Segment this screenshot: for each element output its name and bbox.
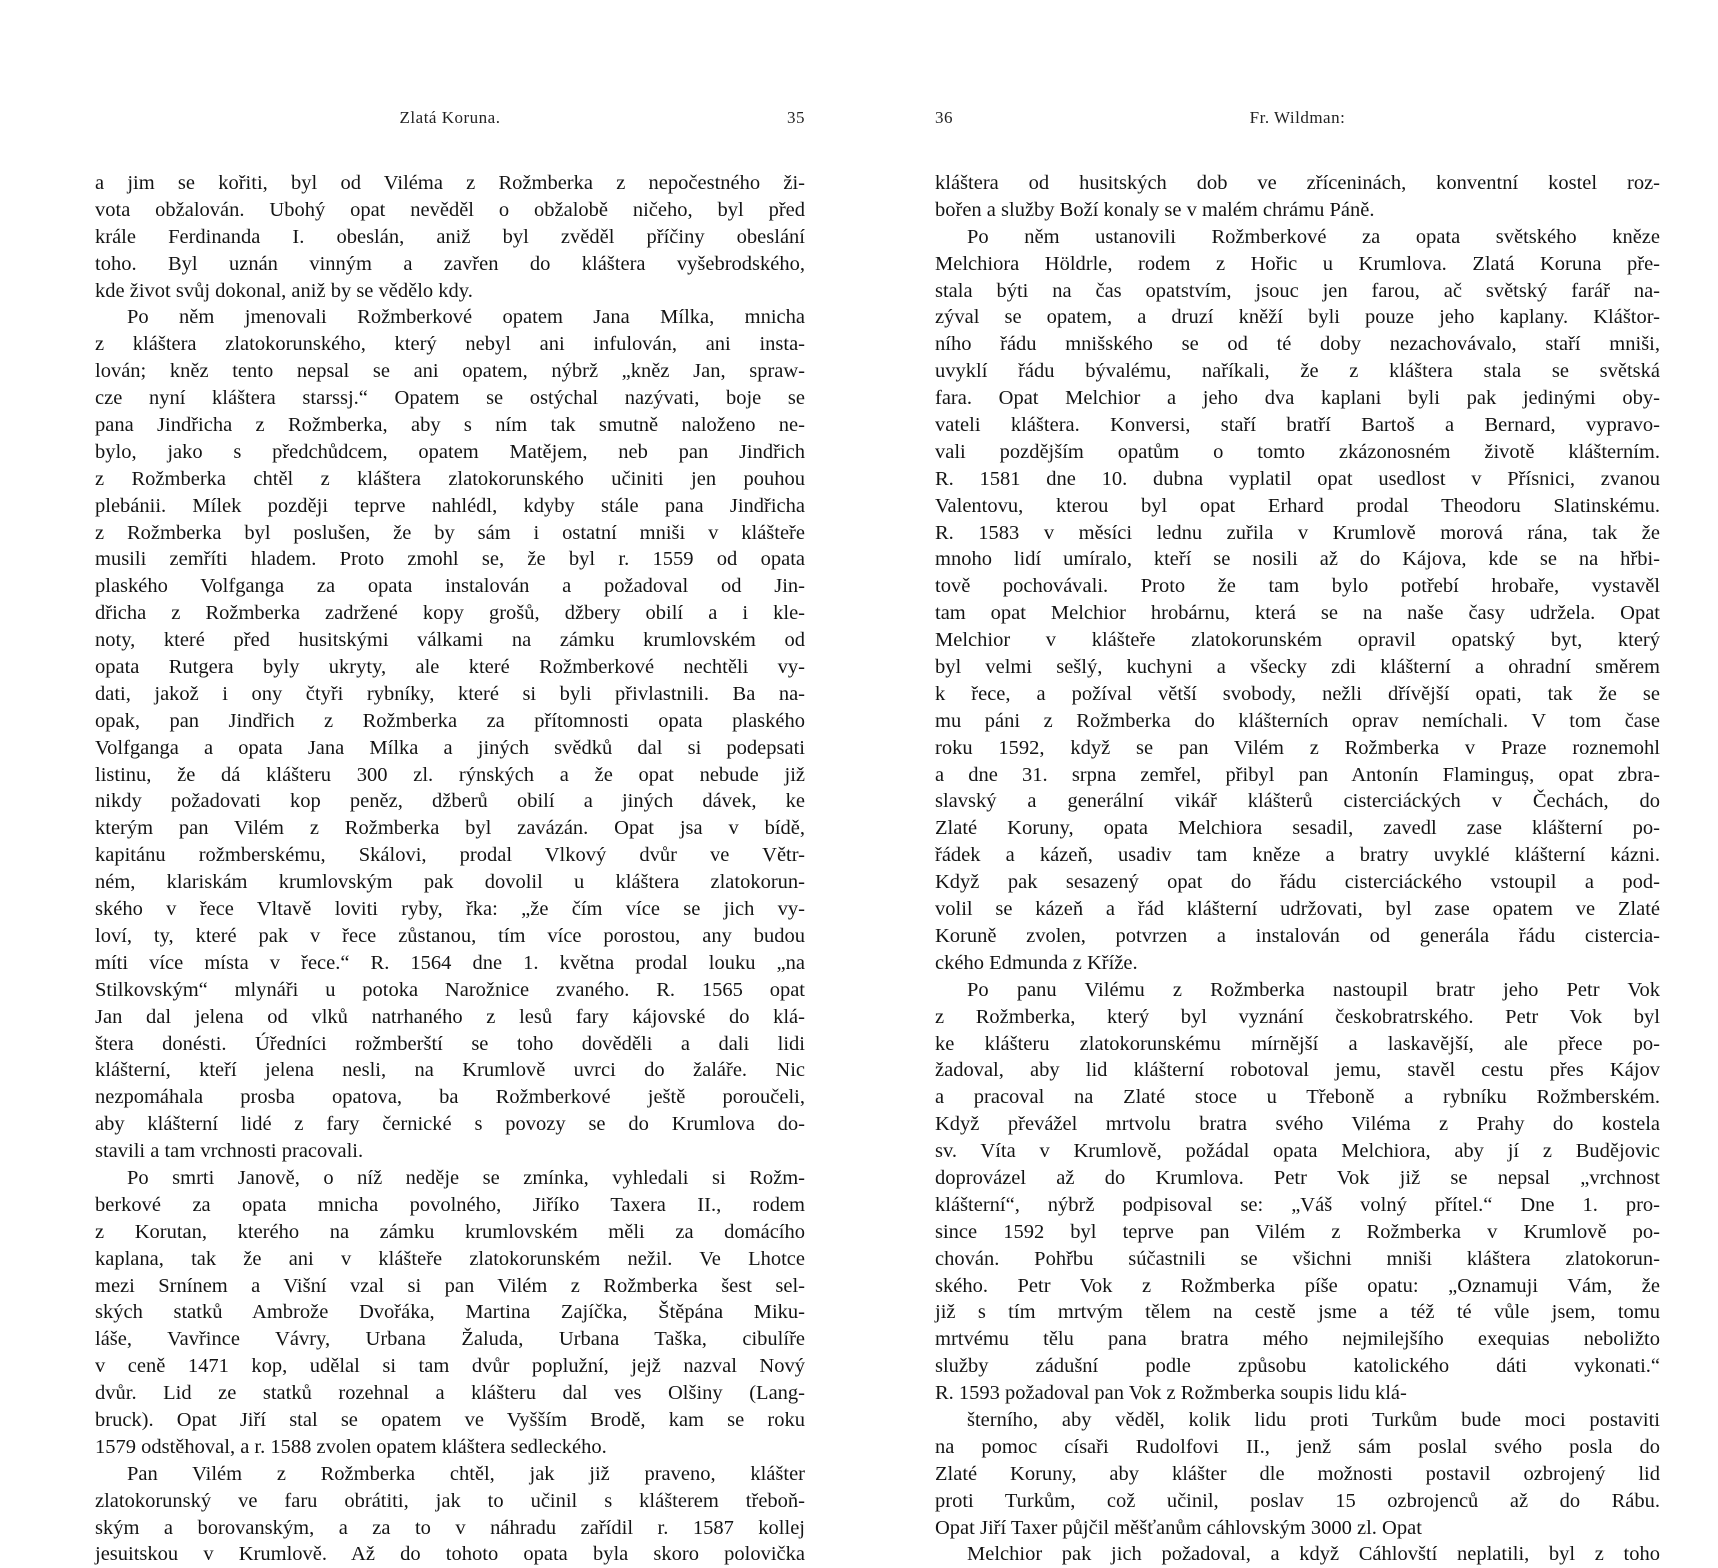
text-line: loví, ty, které pak v řece zůstanou, tím více porostou, any budou <box>95 924 805 947</box>
text-line: zlatokorunský ve faru obrátiti, jak to učinil s klášterem třeboň- <box>95 1489 805 1512</box>
text-line: slavský a generální vikář klášterů cisterciáckých v Čechách, do <box>935 790 1660 813</box>
text-line: roku 1592, když se pan Vilém z Rožmberka v Praze roznemohl <box>935 736 1660 759</box>
text-line: kaplana, tak že ani v klášteře zlatokorunském nežil. Ve Lhotce <box>95 1247 805 1270</box>
text-line: listinu, že dá klášteru 300 zl. rýnských a že opat nebude již <box>95 763 805 786</box>
running-head <box>935 108 1660 132</box>
text-line: mrtvému tělu pana bratra mého nejmilejšího exequias neboližto <box>935 1328 1660 1351</box>
page-body-text <box>935 170 1660 1568</box>
text-line: Melchior v klášteře zlatokorunském opravil opatský byt, který <box>935 629 1660 652</box>
text-line: mu páni z Rožmberka do klášterních oprav nemíchali. V tom čase <box>935 709 1660 732</box>
text-line: zýval se opatem, a druzí kněží byli pouze jeho kaplany. Kláštor- <box>935 306 1660 329</box>
page-header-title: Zlatá Koruna. <box>399 108 501 127</box>
text-line: z kláštera zlatokorunského, který nebyl ani infulován, ani insta- <box>95 333 805 356</box>
text-line: jesuitskou v Krumlově. Až do tohoto opata byla skoro polovička <box>95 1543 805 1566</box>
text-line: bylo, jako s předchůdcem, opatem Matějem, neb pan Jindřich <box>95 440 805 463</box>
text-line: 1579 odstěhoval, a r. 1588 zvolen opatem kláštera sedleckého. <box>95 1435 607 1458</box>
text-line: z Rožmberka byl poslušen, že by sám i ostatní mniši v klášteře <box>95 521 805 544</box>
text-line: šterního, aby věděl, kolik lidu proti Turkům bude moci postaviti <box>967 1408 1660 1431</box>
text-line: opak, pan Jindřich z Rožmberka za přítomnosti opata plaského <box>95 709 805 732</box>
text-line: tově pochovávali. Proto že tam bylo potřebí hrobaře, vystavěl <box>935 575 1660 598</box>
text-line: v ceně 1471 kop, udělal si tam dvůr poplužní, jejž nazval Nový <box>95 1355 805 1378</box>
text-line: řádek a kázeň, usadiv tam kněze a bratry uvyklé klášterní kázni. <box>935 844 1660 867</box>
text-line: aby klášterní lidé z fary černické s povozy se do Krumlova do- <box>95 1113 805 1136</box>
text-line: Zlaté Koruny, aby klášter dle možnosti postavil ozbrojený lid <box>935 1462 1660 1485</box>
text-line: opata Rutgera byly ukryty, ale které Rožmberkové nechtěli vy- <box>95 656 805 679</box>
text-line: ke klášteru zlatokorunskému mírnější a laskavější, ale přece po- <box>935 1032 1660 1055</box>
text-line: služby zádušní podle způsobu katolického dáti vykonati.“ <box>935 1355 1660 1378</box>
text-line: toho. Byl uznán vinným a zavřen do kláštera vyšebrodského, <box>95 252 805 275</box>
text-line: mezi Srnínem a Višní vzal si pan Vilém z Rožmberka šest sel- <box>95 1274 805 1297</box>
text-line: R. 1593 požadoval pan Vok z Rožmberka soupis lidu klá- <box>935 1382 1407 1405</box>
text-line: míti více místa v řece.“ R. 1564 dne 1. května prodal louku „na <box>95 951 805 974</box>
text-line: berkové za opata mnicha povolného, Jiříko Taxera II., rodem <box>95 1193 805 1216</box>
text-line: láše, Vavřince Vávry, Urbana Žaluda, Urbana Taška, cibulíře <box>95 1328 805 1351</box>
page-number: 36 <box>935 108 953 127</box>
text-line: ského v řece Vltavě loviti ryby, řka: „že čím více se jich vy- <box>95 898 805 921</box>
text-line: chován. Pohřbu súčastnili se všichni mniši kláštera zlatokorun- <box>935 1247 1660 1270</box>
text-line: Po panu Vilému z Rožmberka nastoupil bratr jeho Petr Vok <box>967 978 1660 1001</box>
text-line: Pan Vilém z Rožmberka chtěl, jak již praveno, klášter <box>127 1462 805 1485</box>
text-line: plebánii. Mílek později teprve nahlédl, kdyby stále pana Jindřicha <box>95 494 805 517</box>
text-line: Stilkovským“ mlynáři u potoka Narožnice zvaného. R. 1565 opat <box>95 978 805 1001</box>
text-line: bořen a služby Boží konaly se v malém chrámu Páně. <box>935 198 1375 221</box>
text-line: krále Ferdinanda I. obeslán, aniž byl zvěděl příčiny obeslání <box>95 225 805 248</box>
text-line: lován; kněz tento nepsal se ani opatem, nýbrž „kněz Jan, spraw- <box>95 360 805 383</box>
text-line: tam opat Melchior hrobárnu, která se na naše časy udržela. Opat <box>935 602 1660 625</box>
text-line: z Rožmberka, který byl vyznání českobratrského. Petr Vok byl <box>935 1005 1660 1028</box>
text-line: kláštera od husitských dob ve zříceninách, konventní kostel roz- <box>935 172 1660 194</box>
text-line: již s tím mrtvým tělem na cestě jsme a též té vůle jsem, tomu <box>935 1301 1660 1324</box>
text-line: a pracoval na Zlaté stoce u Třeboně a rybníku Rožmberském. <box>935 1086 1660 1109</box>
text-line: Když pak sesazený opat do řádu cisterciáckého vstoupil a pod- <box>935 871 1660 894</box>
text-line: byl velmi sešlý, kuchyni a všecky zdi klášterní a ohradní směrem <box>935 656 1660 679</box>
text-line: klášterní, kteří jelena nesli, na Krumlově uvrci do žaláře. Nic <box>95 1059 805 1082</box>
text-line: vateli kláštera. Konversi, staří bratří Bartoš a Bernard, vypravo- <box>935 414 1660 437</box>
text-line: Melchior pak jich požadoval, a když Cáhlovští neplatili, byl z toho <box>967 1543 1660 1566</box>
text-line: R. 1581 dne 10. dubna vyplatil opat usedlost v Přísnici, zvanou <box>935 467 1660 490</box>
text-line: kapitánu rožmberskému, Skálovi, prodal Vlkový dvůr ve Větr- <box>95 844 805 867</box>
text-line: dřicha z Rožmberka zadržené kopy grošů, džbery obilí a i kle- <box>95 602 805 625</box>
text-line: pana Jindřicha z Rožmberka, aby s ním tak smutně naloženo ne- <box>95 414 805 437</box>
text-line: a jim se kořiti, byl od Viléma z Rožmberka z nepočestného ži- <box>95 172 805 194</box>
text-line: dati, jakož i ony čtyři rybníky, které si byli přivlastnili. Ba na- <box>95 682 805 705</box>
text-line: Jan dal jelena od vlků natrhaného z lesů fary kájovské do klá- <box>95 1005 805 1028</box>
text-line: Když převážel mrtvolu bratra svého Viléma z Prahy do kostela <box>935 1113 1660 1136</box>
text-line: kterým pan Vilém z Rožmberka byl zavázán. Opat jsa v bídě, <box>95 817 805 840</box>
page-number: 35 <box>787 108 805 127</box>
text-line: Opat Jiří Taxer půjčil měšťanům cáhlovským 3000 zl. Opat <box>935 1516 1422 1539</box>
text-line: R. 1583 v měsíci lednu zuřila v Krumlově morová rána, tak že <box>935 521 1660 544</box>
text-line: z Rožmberka chtěl z kláštera zlatokorunského učiniti jen pouhou <box>95 467 805 490</box>
text-line: klášterní“, nýbrž podpisoval se: „Váš volný přítel.“ Dne 1. pro- <box>935 1193 1660 1216</box>
left-page <box>95 0 805 1566</box>
text-line: sv. Víta v Krumlově, požádal opata Melchiora, aby jí z Budějovic <box>935 1140 1660 1163</box>
text-line: since 1592 byl teprve pan Vilém z Rožmberka v Krumlově po- <box>935 1220 1660 1243</box>
text-line: proti Turkům, což učinil, poslav 15 ozbrojenců až do Rábu. <box>935 1489 1660 1512</box>
page-header-title: Fr. Wildman: <box>1249 108 1346 127</box>
text-line: Po něm jmenovali Rožmberkové opatem Jana Mílka, mnicha <box>127 306 805 329</box>
text-line: Po něm ustanovili Rožmberkové za opata světského kněze <box>967 225 1660 248</box>
text-line: ném, klariskám krumlovským pak dovolil u kláštera zlatokorun- <box>95 871 805 894</box>
right-page <box>935 0 1660 1566</box>
text-line: volil se kázeň a řád klášterní udržovati, byl zase opatem ve Zlaté <box>935 898 1660 921</box>
text-line: Zlaté Koruny, opata Melchiora sesadil, zavedl zase klášterní po- <box>935 817 1660 840</box>
text-line: cze nyní kláštera starssj.“ Opatem se ostýchal nazývati, boje se <box>95 387 805 410</box>
text-line: mnoho lidí umíralo, kteří se nosili až do Kájova, kde se na hřbi- <box>935 548 1660 571</box>
text-line: stavili a tam vrchnosti pracovali. <box>95 1140 364 1163</box>
text-line: ského. Petr Vok z Rožmberka píše opatu: „Oznamuji Vám, že <box>935 1274 1660 1297</box>
text-line: ního řádu mnišského se od té doby nezachovávalo, staří mniši, <box>935 333 1660 356</box>
page-body-text <box>95 170 805 1568</box>
text-line: fara. Opat Melchior a jeho dva kaplani byli pak jedinými oby- <box>935 387 1660 410</box>
text-line: vota obžalován. Ubohý opat nevěděl o obžalobě ničeho, byl před <box>95 198 805 221</box>
text-line: z Korutan, kterého na zámku krumlovském měli za domácího <box>95 1220 805 1243</box>
text-line: Koruně zvolen, potvrzen a instalován od generála řádu cistercia- <box>935 924 1660 947</box>
text-line: štera donésti. Úředníci rožmberští se toho dověděli a dali lidi <box>95 1032 805 1055</box>
text-line: musili zemříti hladem. Proto zmohl se, že byl r. 1559 od opata <box>95 548 805 571</box>
text-line: Melchiora Höldrle, rodem z Hořic u Krumlova. Zlatá Koruna pře- <box>935 252 1660 275</box>
text-line: plaského Volfganga za opata instalován a požadoval od Jin- <box>95 575 805 598</box>
text-line: nezpomáhala prosba opatova, ba Rožmberkové ještě poroučeli, <box>95 1086 805 1109</box>
text-line: bruck). Opat Jiří stal se opatem ve Vyšším Brodě, kam se roku <box>95 1408 805 1431</box>
text-line: uvyklí řádu bývalému, naříkali, že z kláštera stala se světská <box>935 360 1660 383</box>
text-line: ských statků Ambrože Dvořáka, Martina Zajíčka, Štěpána Miku- <box>95 1301 805 1324</box>
text-line: Valentovu, kterou byl opat Erhard prodal Theodoru Slatinskému. <box>935 494 1660 517</box>
text-line: nikdy požadovati kop peněz, džberů obilí a jiných dávek, ke <box>95 790 805 813</box>
text-line: Po smrti Janově, o níž neděje se zmínka, vyhledali si Rožm- <box>127 1166 805 1189</box>
text-line: vali pozdějším opatům o tomto zkázonosném životě klášterním. <box>935 440 1660 463</box>
text-line: ckého Edmunda z Kříže. <box>935 951 1138 974</box>
text-line: a dne 31. srpna zemřel, přibyl pan Antonín Flaminguș, opat zbra- <box>935 763 1660 786</box>
text-line: na pomoc císaři Rudolfovi II., jenž sám poslal svého posla do <box>935 1435 1660 1458</box>
text-line: doprovázel až do Krumlova. Petr Vok již se nepsal „vrchnost <box>935 1166 1660 1189</box>
text-line: k řece, a požíval větší svobody, nežli dřívější opati, tak že se <box>935 682 1660 705</box>
text-line: stala býti na čas opatstvím, jsouc jen farou, ač světský farář na- <box>935 279 1660 302</box>
text-line: kde život svůj dokonal, aniž by se vědělo kdy. <box>95 279 473 302</box>
text-line: ským a borovanským, a za to v náhradu zařídil r. 1587 kollej <box>95 1516 805 1539</box>
text-line: noty, které před husitskými válkami na zámku krumlovském od <box>95 629 805 652</box>
text-line: Volfganga a opata Jana Mílka a jiných svědků dal si podepsati <box>95 736 805 759</box>
text-line: dvůr. Lid ze statků rozehnal a klášteru dal ves Olšiny (Lang- <box>95 1382 805 1405</box>
running-head <box>95 108 805 132</box>
text-line: žadoval, aby lid klášterní robotoval jemu, stavěl cestu přes Kájov <box>935 1059 1660 1082</box>
